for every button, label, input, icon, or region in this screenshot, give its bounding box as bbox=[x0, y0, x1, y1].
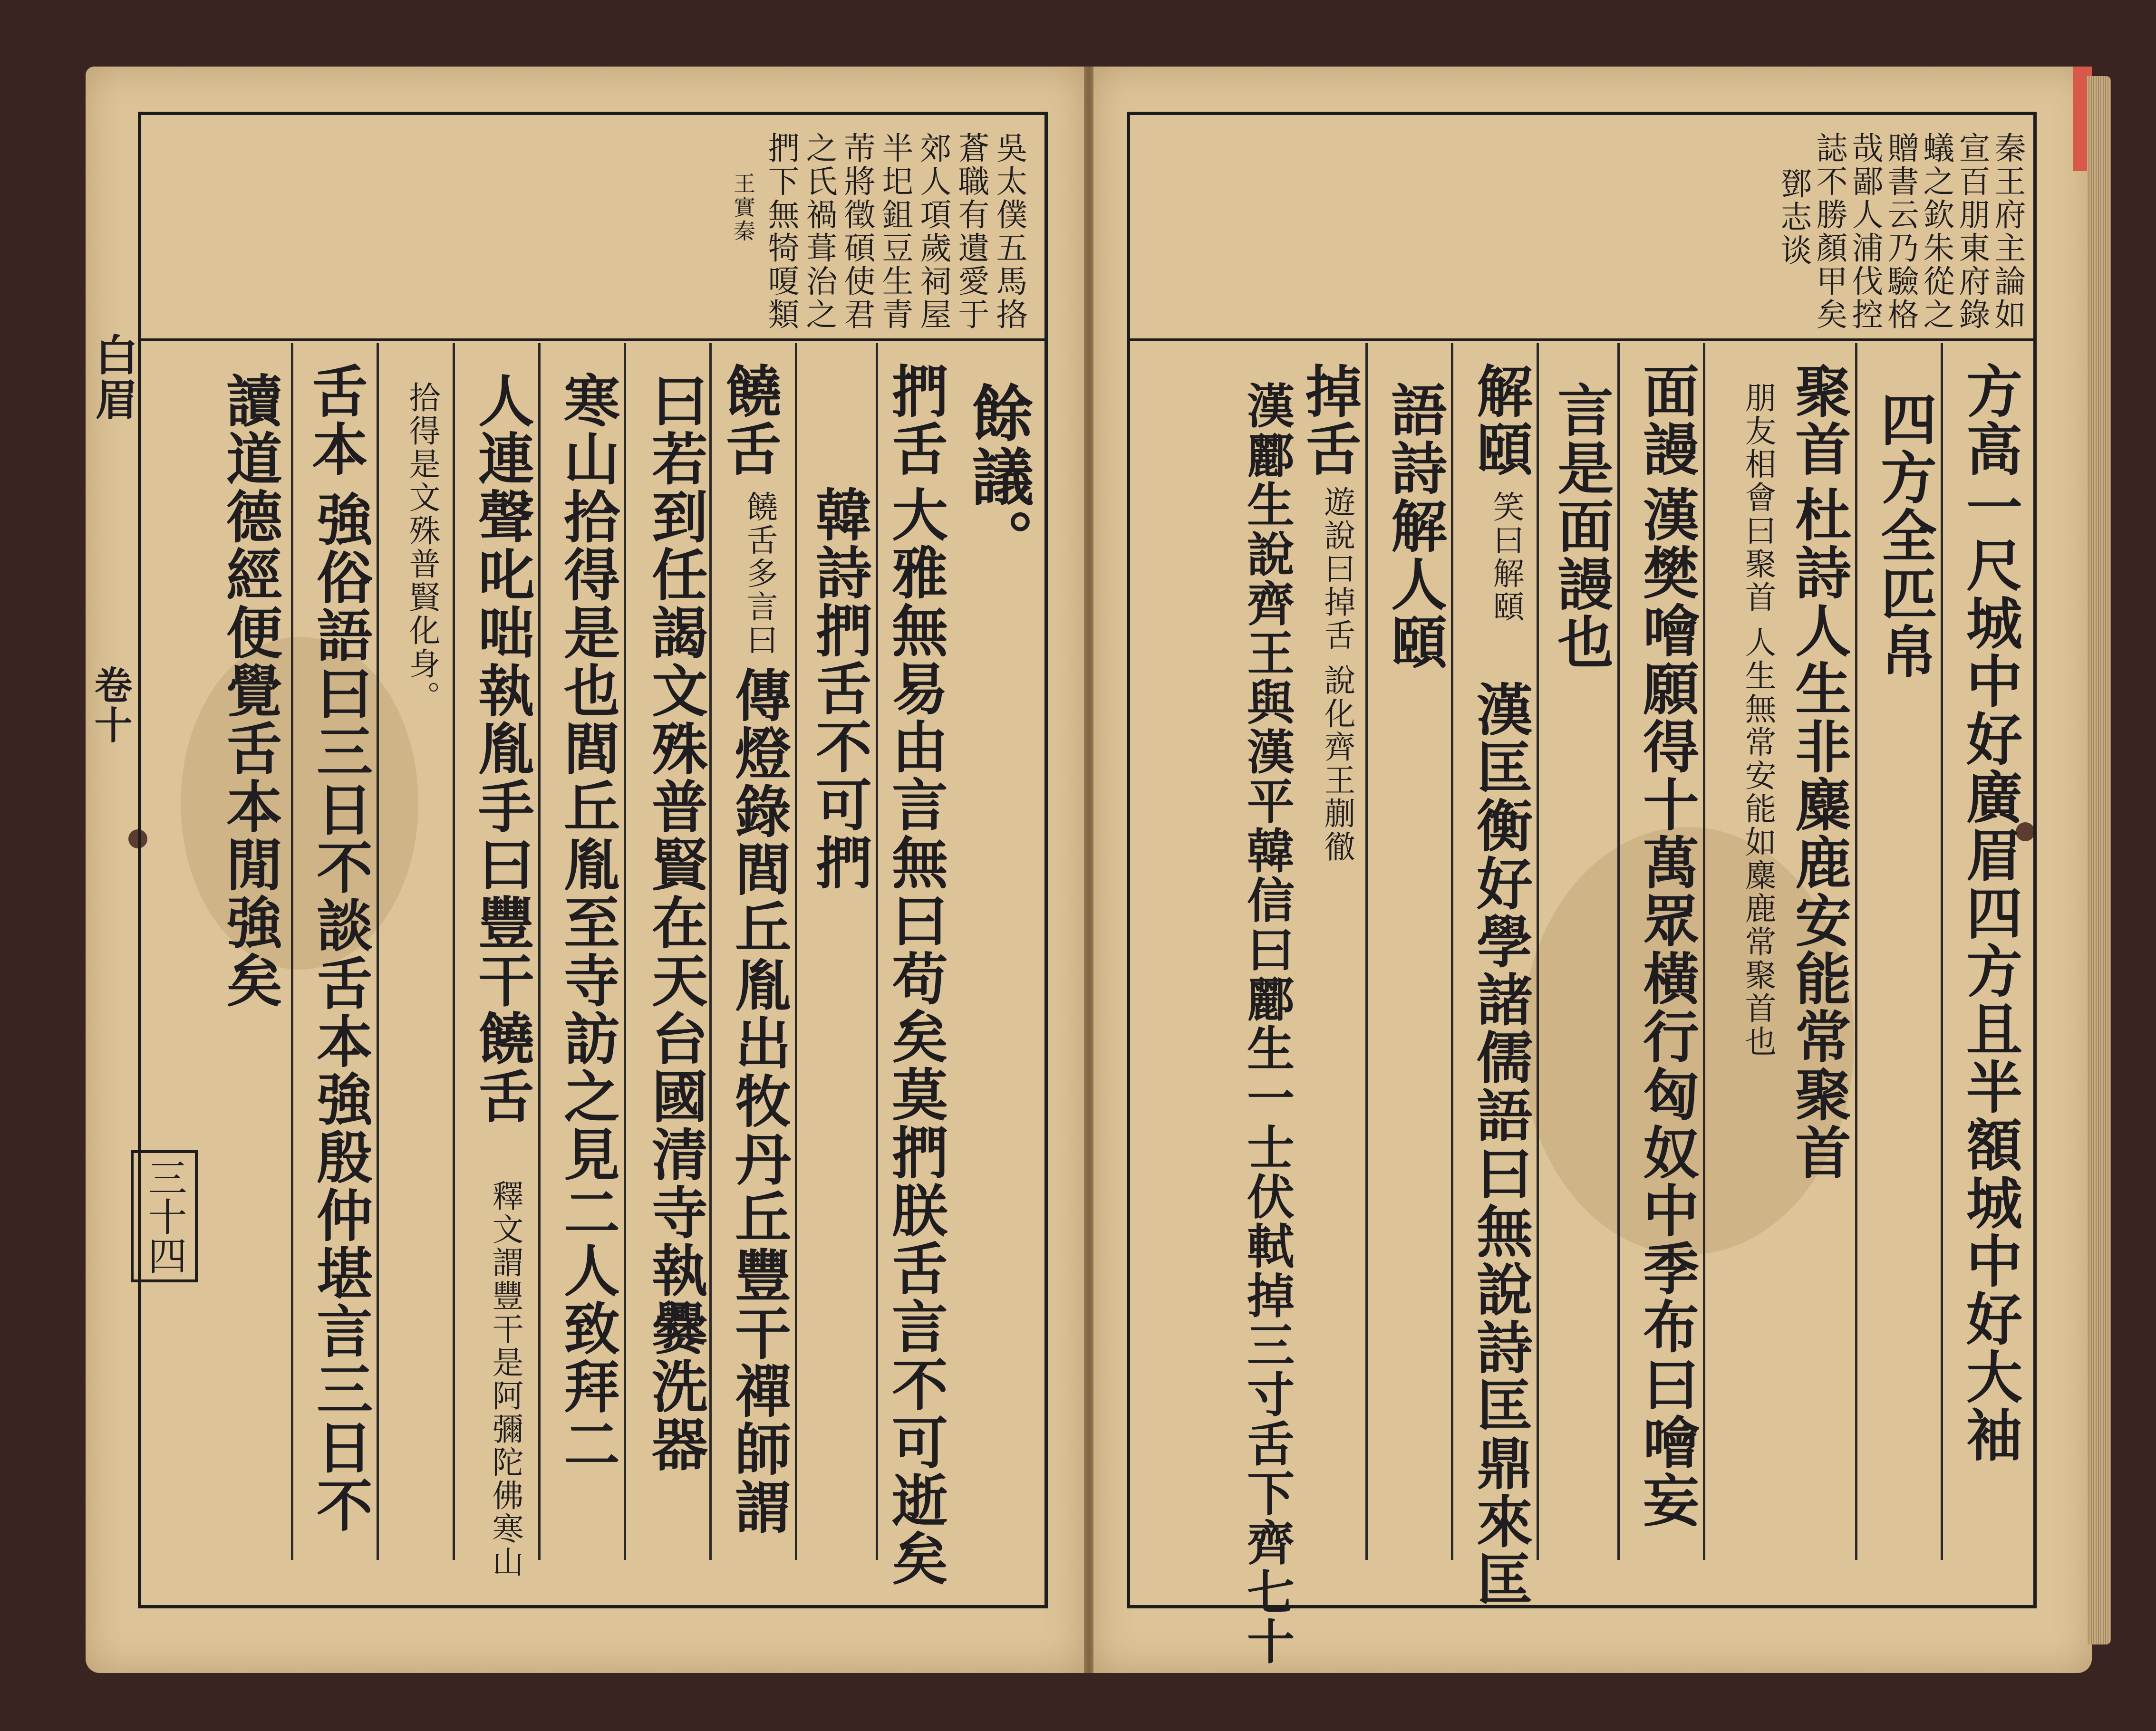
entry-text: 大雅無易由言無曰苟矣莫捫朕舌言不可逝矣 bbox=[882, 486, 948, 1587]
column-rule bbox=[709, 343, 712, 1560]
right-page bbox=[1093, 67, 2092, 1673]
headnote-line: 宣百朋東府錄 bbox=[1953, 132, 1990, 331]
entry-text: 曰若到任謁文殊普賢在天台國清寺執爨洗器 bbox=[642, 372, 708, 1473]
entry-text: 語詩解人頤 bbox=[1382, 381, 1448, 671]
open-book bbox=[86, 67, 2092, 1673]
column-rule bbox=[377, 343, 379, 1560]
entry-text: 傳燈錄閭丘胤出牧丹丘豐干禪師謂 bbox=[725, 666, 792, 1536]
entry-text: 杜詩人生非麋鹿安能常聚首 bbox=[1786, 486, 1852, 1182]
entry-head: 解頤 bbox=[1467, 362, 1533, 478]
headnote-line: 半圯鉏豆生青 bbox=[877, 132, 913, 331]
column-rule bbox=[1941, 343, 1943, 1560]
margin-volume: 卷十 bbox=[88, 665, 133, 745]
entry-note: 饒舌多言曰 bbox=[741, 490, 778, 657]
entry-text: 讀道德經便覺舌本閒強矣 bbox=[217, 372, 283, 1010]
page-edges bbox=[2087, 76, 2111, 1644]
page-number: 三十四 bbox=[131, 1150, 198, 1282]
entry-text: 言是面謾也 bbox=[1548, 381, 1614, 671]
entry-head: 面謾 bbox=[1634, 362, 1700, 478]
column-rule bbox=[1617, 343, 1620, 1560]
entry-text: 漢匡衡好學諸儒語曰無說詩匡鼎來匡 bbox=[1467, 681, 1533, 1608]
column-rule bbox=[1537, 343, 1539, 1560]
entry-text: 韓詩捫舌不可捫 bbox=[806, 486, 872, 892]
left-page bbox=[86, 67, 1084, 1673]
headnote-divider bbox=[1130, 338, 2033, 341]
column-rule bbox=[291, 343, 293, 1560]
section-title: 餘議。 bbox=[962, 381, 1034, 572]
column-rule bbox=[538, 343, 541, 1560]
entry-text: 四方全匹帛 bbox=[1871, 391, 1937, 681]
entry-head: 掉舌 bbox=[1296, 362, 1362, 478]
headnote-line: 王實秦 bbox=[730, 172, 756, 243]
entry-text: 漢酈生說齊王與漢平韓信曰酈生一士伏軾掉三寸舌下齊七十 bbox=[1239, 381, 1295, 1666]
headnote-line: 捫下無犄嗄類 bbox=[763, 132, 799, 331]
column-rule bbox=[1855, 343, 1857, 1560]
entry-head: 舌本 bbox=[302, 362, 368, 478]
column-rule bbox=[1365, 343, 1368, 1560]
margin-title: 白眉 bbox=[87, 333, 138, 422]
entry-text: 漢樊噲願得十萬眾橫行匈奴中季布曰噲妄 bbox=[1634, 486, 1700, 1529]
entry-note: 拾得是文殊普賢化身。 bbox=[404, 381, 440, 714]
headnote-line: 誌不勝顏甲矣 bbox=[1811, 132, 1847, 331]
headnote-line: 哉鄙人浦伐控 bbox=[1847, 132, 1883, 331]
headnote-line: 之氏禍葺治之 bbox=[801, 132, 837, 331]
headnote-line: 蒼職有遺愛于 bbox=[953, 132, 989, 331]
headnote-line: 蟻之欽朱從之 bbox=[1918, 132, 1954, 331]
entry-head: 捫舌 bbox=[882, 362, 948, 478]
entry-text: 人連聲叱咄執胤手曰豐干饒舌 bbox=[469, 372, 535, 1125]
entry-head: 聚首 bbox=[1786, 362, 1852, 478]
column-rule bbox=[795, 343, 797, 1560]
headnote-divider bbox=[141, 338, 1044, 341]
column-rule bbox=[453, 343, 455, 1560]
entry-text: 方高一尺城中好廣眉四方且半額城中好大袖 bbox=[1957, 362, 2023, 1464]
entry-note: 釋文謂豐干是阿彌陀佛寒山 bbox=[487, 1180, 523, 1579]
headnote-line: 贈書云乃驗格 bbox=[1882, 132, 1919, 331]
headnote-line: 芾將徵碩使君 bbox=[839, 132, 875, 331]
column-rule bbox=[1703, 343, 1705, 1560]
right-frame bbox=[1127, 112, 2037, 1666]
entry-note: 朋友相會曰聚首 人生無常安能如麋鹿常聚首也 bbox=[1740, 381, 1776, 1058]
headnote-line: 吳太僕五馬挌 bbox=[991, 132, 1027, 331]
column-rule bbox=[1451, 343, 1453, 1560]
headnote-line: 郊人項歲祠屋 bbox=[915, 132, 951, 331]
column-rule bbox=[876, 343, 878, 1560]
left-frame bbox=[138, 112, 1048, 1608]
entry-head: 饒舌 bbox=[716, 362, 782, 478]
headnote-line: 鄧志谈 bbox=[1775, 167, 1812, 267]
headnote-line: 秦王府主論如 bbox=[1989, 132, 2026, 331]
entry-text: 寒山拾得是也閭丘胤至寺訪之見二人致拜二 bbox=[554, 372, 620, 1473]
entry-note: 笑曰解頤 bbox=[1488, 490, 1524, 624]
entry-note: 遊說曰掉舌 說化齊王蒯徹 bbox=[1319, 486, 1355, 864]
entry-text: 強俗語曰三日不談舌本強殷仲堪言三日不 bbox=[307, 490, 373, 1534]
column-rule bbox=[624, 343, 626, 1560]
